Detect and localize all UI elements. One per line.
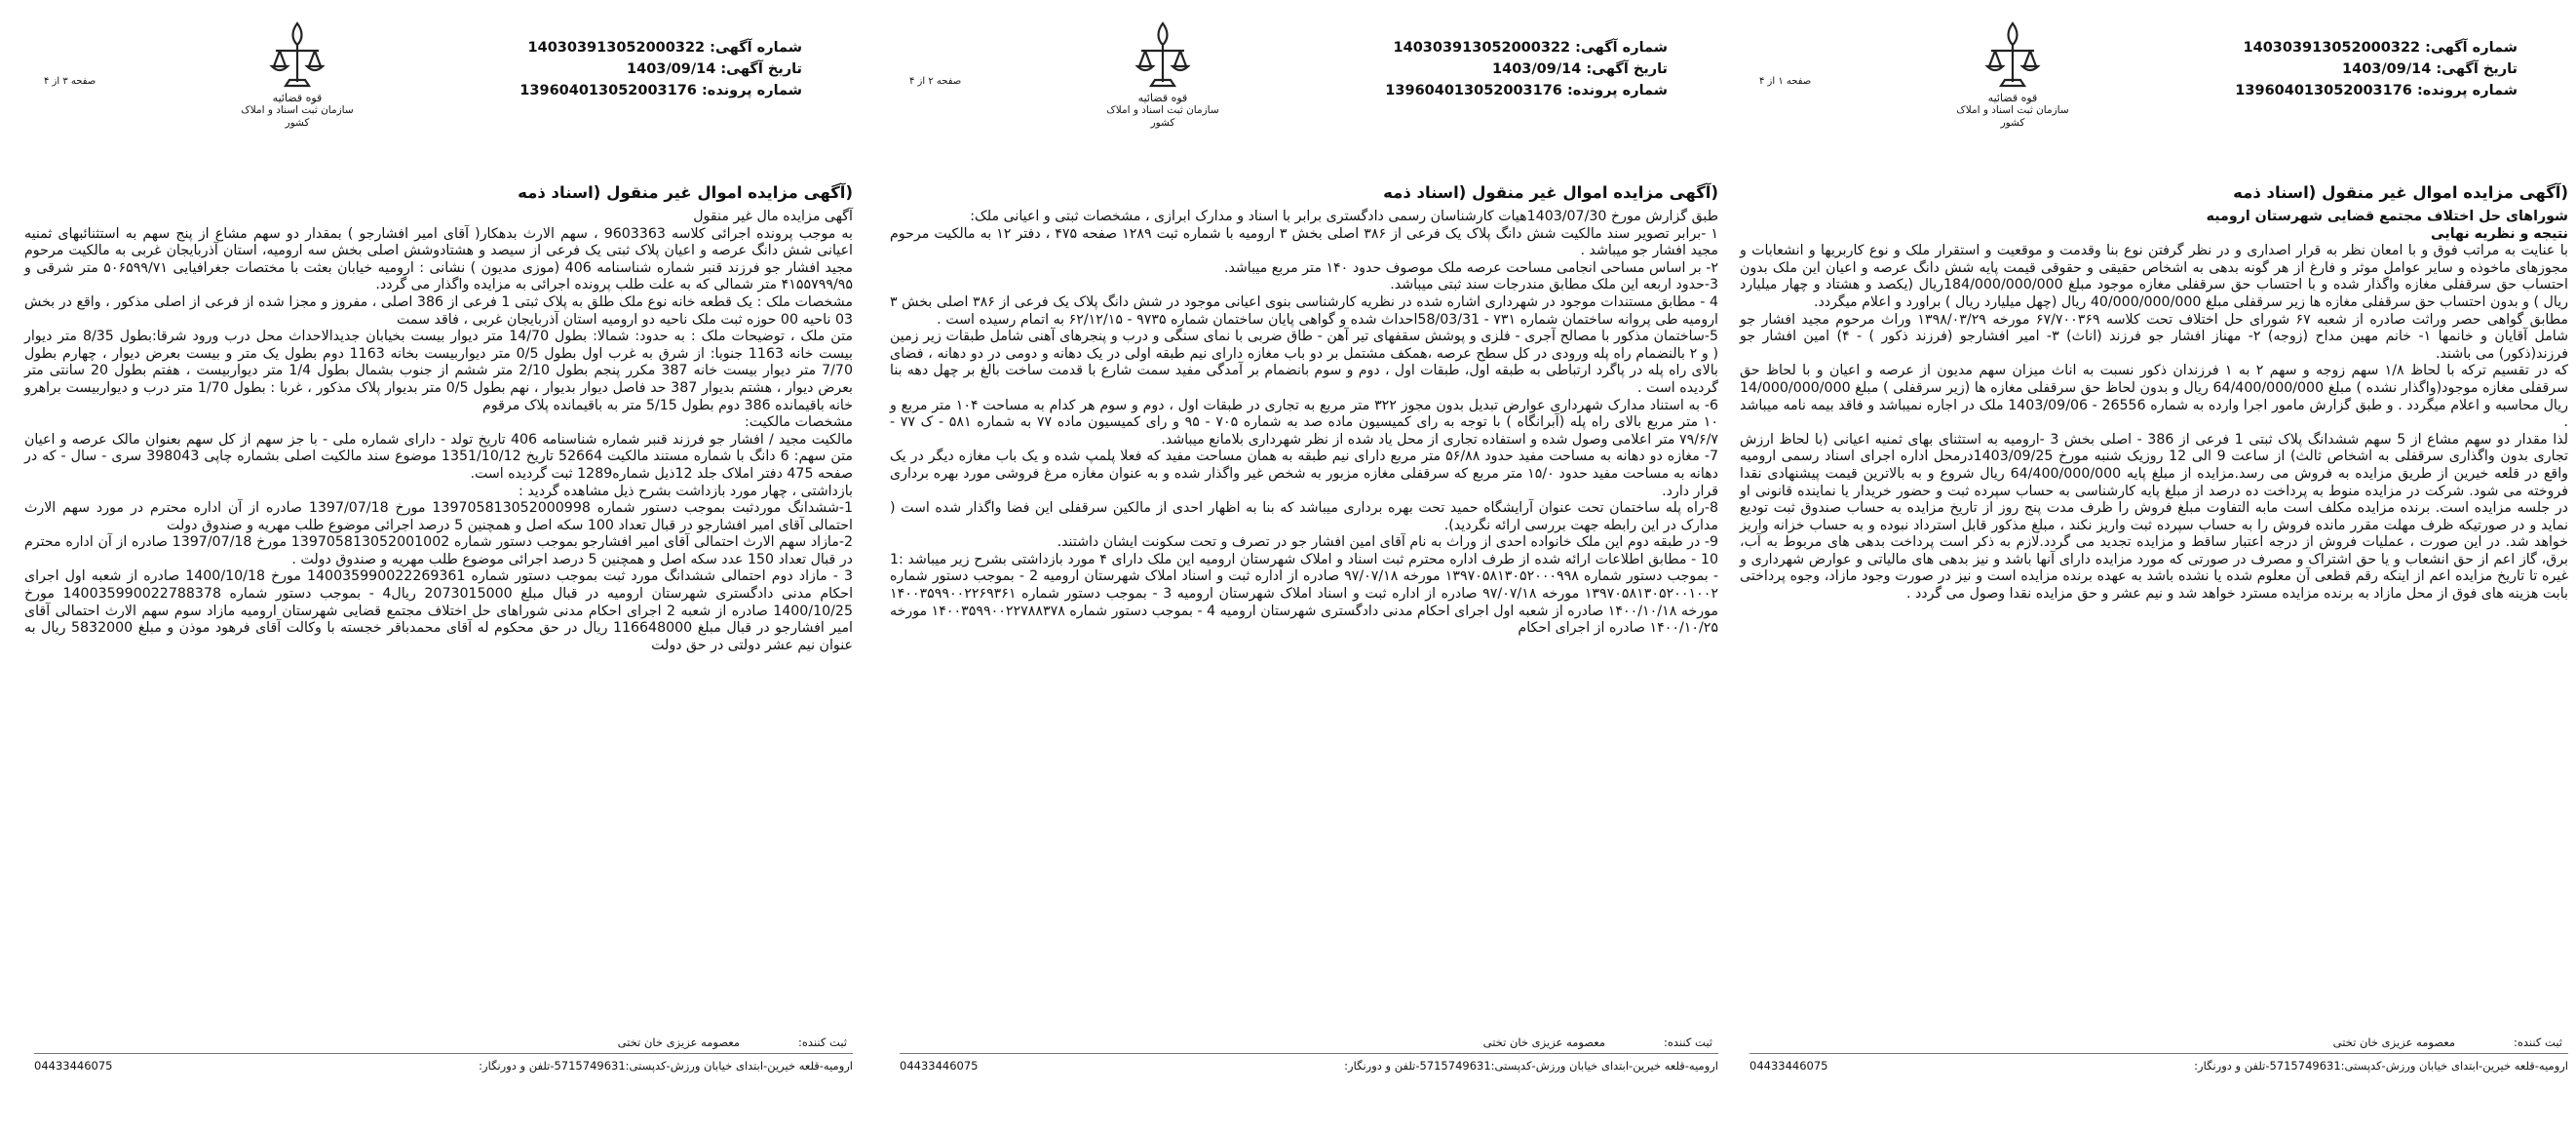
paragraph: که در تقسیم ترکه با لحاظ ۱/۸ سهم زوجه و سهم ۲ به ۱ فرزندان ذکور نسبت به اناث میزان سهم مدیون از عرصه و اعیان و با لحاظ حق سرقفلی مغازه موجود(واگذار نشده ) مبلغ 64/400/000/000 ریال و بدون لحاظ حق سرقفلی مغازه ها (زیر سرقفلی ) مبلغ 14/000/000/000 ریال محاسبه و اعلام میگردد . و طبق گزارش مامور اجرا وارده به شماره 26556 - 1403/09/06 ملک در اجاره نمیباشد و فاقد بیمه نامه میباشد . xyxy=(1740,363,2569,431)
paragraph: با عنایت به مراتب فوق و با امعان نظر به قرار اصداری و در نظر گرفتن نوع بنا وقدمت و موقعیت و استقرار ملک و نوع کاربریها و انشعابات و مجوزهای ماخوذه و سایر عوامل موثر و فارغ از هر گونه بدهی به اشخاص حقیقی و حقوقی قیمت پایه شش دانگ عرصه و اعیان این ملک بدون احتساب حق سرقفلی مغازه واگذار شده و با احتساب حق سرقفلی مغازه موجود مبلغ 184/000/000/000ریال (یکصد و هشتاد و چهار میلیارد ریال ) و بدون احتساب حق سرقفلی مغازه ها زیر سرقفلی مبلغ 40/000/000/000 ریال (چهل میلیارد ریال ) براورد و اعلام میگردد. xyxy=(1740,243,2568,310)
page-footer xyxy=(1749,1033,2568,1076)
ad-date: تاریخ آگهی: 1403/09/14 xyxy=(2342,61,2518,77)
page-meta xyxy=(510,37,802,101)
paragraph: 4 - مطابق مستندات موجود در شهرداری اشاره شده در نظریه کارشناسی بنوی اعیانی موجود در شش دانگ پلاک یک فرعی از ۳۸۶ اصلی بخش ۳ ارومیه طی پروانه ساختمان شماره ۷۳۱ - 58/03/31احداث شده و گواهی پایان ساختمان شماره ۹۷۳۵ - ۶۲/۱۲/۱۵ به اتمام رسیده است . xyxy=(890,293,1718,328)
registrar-label: ثبت کننده: xyxy=(2514,1035,2562,1049)
org-name-registry: سازمان ثبت اسناد و املاک کشور xyxy=(241,104,354,129)
paragraph: 7- مغازه دو دهانه به مساحت مفید حدود ۵۶/۸۸ متر مربع دارای نیم طبقه به همان مساحت مفید که فعلا پلمپ شده و یک باب مغازه دیگر در یک دهانه به مساحت مفید حدود ۱۵/۰ متر مربع که سرقفلی مغازه مزبور به شخص غیر واگذار شده و به عنوان مغازه مرغ فروشی مورد بهره برداری قرار دارد. xyxy=(890,449,1718,499)
paragraph: به موجب پرونده اجرائی کلاسه 9603363 ، سهم الارث بدهکار( آقای امیر افشارجو ) بمقدار دو سهم مشاع از پنج سهم به استثنائبهای ثمنیه اعیانی شش دانگ عرصه و اعیان پلاک ثبتی یک فرعی از سیصد و هشتادوشش اصلی بخش سه ارومیه، استان آذربایجان غربی به مالکیت مرحوم مجید افشار جو فرزند قنبر شماره شناسنامه 406 (موزی مدیون ) نشانی : ارومیه خیابان بعثت با مختصات جغرافیایی ۵۰۶۵۹۹/۷۱ متر شرقی و ۴۱۵۵۷۹۹/۹۵ متر شمالی که به علت طلب پرونده اجرائی به مزایده واگذار می گردد. xyxy=(24,225,853,293)
page-number: صفحه ۲ از ۴ xyxy=(909,76,962,87)
org-name-registry: سازمان ثبت اسناد و املاک کشور xyxy=(1106,104,1219,129)
paragraph: شوراهای حل اختلاف مجتمع قضایی شهرستان ارومیه xyxy=(2206,209,2568,224)
paragraph: مشخصات مالکیت: xyxy=(745,414,853,431)
page-body xyxy=(1740,209,2568,604)
judiciary-emblem xyxy=(239,18,356,135)
page-title: (آگهی مزایده اموال غیر منقول (اسناد ذمه xyxy=(1383,183,1718,202)
page-3 xyxy=(15,0,853,1132)
judiciary-emblem xyxy=(1954,18,2071,135)
registrar-name: معصومه عزیزی خان تختی xyxy=(1482,1035,1606,1049)
page-footer xyxy=(34,1033,853,1076)
page-title: (آگهی مزایده اموال غیر منقول (اسناد ذمه xyxy=(518,183,853,202)
paragraph: مالکیت مجید / افشار جو فرزند قنبر شماره شناسنامه 406 تاریخ تولد - دارای شماره ملی - با جز سهم از کل سهم بعنوان مالک عرصه و اعیان متن سهم: 6 دانگ با شماره مستند مالکیت 52664 تاریخ 1351/10/12 موضوع سند مالکیت اصلی بشماره چاپی 398043 سری - سال - که در صفحه 475 دفتر املاک جلد 12ذیل شماره1289 ثبت گردیده است. xyxy=(24,431,854,482)
paragraph: متن ملک ، توضیحات ملک : به حدود: شمالا: بطول 14/70 متر دیوار بیست بخیابان جدیدالاحداث محل درب ورود شرقا:بطول 8/35 متر دیوار بیست خانه 1163 جنوبا: از شرق به غرب اول بطول 0/5 متر دیواربیست بخانه 1163 دوم بطول یک متر و بیست بعرض دیوار ، چهارم بطول 7/70 متر دیوار بیست خانه 387 مکرر پنجم بطول 2/10 متر ششم از جنوب بشمال بطول 1/4 متر دیواربیست ، هفتم بطول 20 سانتی متر بعرض دیوار ، هشتم بدیوار 387 حد فاصل دیوار بدیوار ، نهم بطول 0/5 متر بدیوار پلاک مذکور ، غربا : بطول 1/70 متر درب و دیواربیست براهرو خانه باقیمانده 386 دوم بطول 5/15 متر به باقیمانده پلاک مرقوم xyxy=(24,329,854,413)
paragraph: ۱ -برابر تصویر سند مالکیت شش دانگ پلاک یک فرعی از ۳۸۶ اصلی بخش ۳ ارومیه با شماره ثبت ۱۲۸۹ صفحه ۴۷۵ ، دفتر ۱۲ به مالکیت مرحوم مجید افشار جو میباشد . xyxy=(890,225,1718,259)
office-address: ارومیه-قلعه خیرین-ابتدای خیابان ورزش-کدپستی:5715749631-تلفن و دورنگار: xyxy=(479,1059,853,1073)
paragraph: نتیجه و نظریه نهایی xyxy=(2431,225,2568,242)
office-phone: 04433446075 xyxy=(900,1059,979,1073)
office-phone: 04433446075 xyxy=(34,1059,113,1073)
page-number: صفحه ۳ از ۴ xyxy=(44,76,96,87)
paragraph: آگهی مزایده مال غیر منقول xyxy=(693,209,853,224)
org-name-judiciary: قوه قضائیه xyxy=(1137,92,1188,104)
ad-date: تاریخ آگهی: 1403/09/14 xyxy=(1492,61,1668,77)
page-title: (آگهی مزایده اموال غیر منقول (اسناد ذمه xyxy=(2233,183,2568,202)
file-number: شماره پرونده: 139604013052003176 xyxy=(2235,83,2518,98)
paragraph: 5-ساختمان مذکور با مصالح آجری - فلزی و پوشش سقفهای تیر آهن - طاق ضربی با نمای سنگی و درب و پنجرهای آهنی شامل طبقات زیر زمین ( و ۲ بالنضمام راه پله ورودی در کل سطح عرصه ،همکف مشتمل بر دو باب مغازه دارای نیم طبقه اولی در یک دهانه و دومی در دو دهانه ، فضای بالای راه پله در پاگرد ارتباطی به طبقه اول، طبقات اول ، دوم و سوم بانضمام بر آمدگی مفید سمت شارع با قدمت ساخت بالغ بر چهل دهه بنا گردیده است . xyxy=(890,329,1718,396)
registrar-label: ثبت کننده: xyxy=(798,1035,847,1049)
file-number: شماره پرونده: 139604013052003176 xyxy=(1385,83,1668,98)
registrar-label: ثبت کننده: xyxy=(1664,1035,1712,1049)
scales-of-justice-icon xyxy=(1983,18,2042,92)
office-address: ارومیه-قلعه خیرین-ابتدای خیابان ورزش-کدپستی:5715749631-تلفن و دورنگار: xyxy=(2194,1059,2568,1073)
paragraph: 8-راه پله ساختمان تحت عنوان آرایشگاه حمید تحت بهره برداری میباشد که بنا به اظهار احدی از مالکین سرقفلی این فضا واگذار شده است ( مدارک در این رابطه جهت بررسی ارائه نگردید). xyxy=(890,500,1718,533)
page-body xyxy=(890,209,1718,638)
registrar-name: معصومه عزیزی خان تختی xyxy=(2332,1035,2456,1049)
judiciary-emblem xyxy=(1104,18,1221,135)
paragraph: بازداشتی ، چهار مورد بازداشت بشرح ذیل مشاهده گردید : xyxy=(519,483,853,499)
page-body xyxy=(24,209,853,654)
paragraph: 9- در طبقه دوم این ملک خانواده احدی از وراث به نام آقای امین افشار جو در تصرف و تحت سکونت ایشان داشتند. xyxy=(1057,534,1718,551)
paragraph: لذا مقدار دو سهم مشاع از 5 سهم ششدانگ پلاک ثبتی 1 فرعی از 386 - اصلی بخش 3 -ارومیه به استثنای بهای ثمنیه اعیانی (با لحاظ ارزش تجاری بدون واگذاری سرقفلی به اشخاص ثالث) از ساعت 9 الی 12 روزیک شنبه مورخ 1403/09/25درمحل اداره اجرای اسناد رسمی ارومیه واقع در قلعه خیرین از طریق مزایده به فروش می رسد.مزایده از مبلغ پایه 64/400/000/000 ریال شروع و به بالاترین قیمت پیشنهادی نقدا فروخته می شود. شرکت در مزایده منوط به پرداخت ده درصد از مبلغ پایه کارشناسی به حساب سپرده ثبت و حضور خریدار یا نماینده قانونی او در جلسه مزایده است. برنده مزایده مکلف است مابه التفاوت مبلغ فروش را ظرف مدت پنج روز از تاریخ مزایده به حساب صندوق ثبت تودیع نماید و در صورتیکه ظرف مهلت مقرر مانده فروش را به حساب سپرده ثبت واریز نکند ، مبلغ مذکور قابل استرداد نبوده و به حساب خزانه واریز خواهد شد. در این صورت ، عملیات فروش از درجه اعتبار ساقط و مزایده تجدید می گردد.لازم به ذکر است پرداخت بدهی های مربوط به آب، برق، گاز اعم از حق انشعاب و یا حق اشتراک و مصرف در صورتی که مورد مزایده دارای آنها باشد و نیز بدهی های مالیاتی و عوارض شهرداری و غیره تا تاریخ مزایده اعم از اینکه رقم قطعی آن معلوم شده یا نشده باشد به عهده برنده مزایده است و نیز در صورت وجود مازاد، وجوه پرداختی بابت هزینه های فوق از محل مازاد به برنده مزایده مسترد خواهد شد و نیم عشر و حق مزایده نقدا وصول می گردد . xyxy=(1740,431,2569,603)
paragraph: مطابق گواهی حصر وراثت صادره از شعبه ۶۷ شورای حل اختلاف تحت کلاسه ۶۷/۷۰۰۳۶۹ مورخه ۱۳۹۸/۰۳/۲۹ وراث مرحوم مجید افشار جو شامل آقایان و خانمها ۱- خانم مهین مداح (زوجه) ۲- مهناز افشار جو فرزند (اناث) ۳- امیر افشارجو (فرزند ذکور ) - ۴) امین افشار جو فرزند(ذکور) می باشند. xyxy=(1740,311,2569,362)
registrar-name: معصومه عزیزی خان تختی xyxy=(617,1035,741,1049)
office-phone: 04433446075 xyxy=(1749,1059,1828,1073)
paragraph: 10 - مطابق اطلاعات ارائه شده از طرف اداره محترم ثبت اسناد و املاک شهرستان ارومیه این ملک دارای ۴ مورد بازداشتی بشرح زیر میباشد :1 - بموجب دستور شماره ۱۳۹۷۰۵۸۱۳۰۵۲۰۰۰۹۹۸ مورخه ۹۷/۰۷/۱۸ صادره از اداره ثبت و اسناد املاک شهرستان ارومیه 2 - بموجب دستور شماره ۱۳۹۷۰۵۸۱۳۰۵۲۰۰۱۰۰۲ مورخه ۹۷/۰۷/۱۸ صادره از اداره ثبت و اسناد املاک شهرستان ارومیه 3 - بموجب دستور شماره ۱۴۰۰۳۵۹۹۰۰۲۲۶۹۳۶۱ مورخه ۱۴۰۰/۱۰/۱۸ صادره از شعبه اول اجرای احکام مدنی دادگستری شهرستان ارومیه 4 - بموجب دستور شماره ۱۴۰۰۳۵۹۹۰۰۲۲۷۸۸۳۷۸ مورخه ۱۴۰۰/۱۰/۲۵ صادره از اجرای احکام xyxy=(890,551,1718,637)
paragraph: 3-حدود اربعه این ملک مطابق مندرجات سند ثبتی میباشد. xyxy=(1390,277,1718,293)
ad-number: شماره آگهی: 140303913052000322 xyxy=(1393,40,1668,56)
page-meta xyxy=(2225,37,2518,101)
ad-number: شماره آگهی: 140303913052000322 xyxy=(2243,40,2518,56)
org-name-registry: سازمان ثبت اسناد و املاک کشور xyxy=(1956,104,2069,129)
paragraph: 3 - مازاد دوم احتمالی ششدانگ مورد ثبت بموجب دستور شماره 140035990022269361 مورخ 1400/10/18 صادره از شعبه اول اجرای احکام مدنی دادگستری شهرستان ارومیه در قبال مبلغ 2073015000 ریال4 - بموجب دستور شماره 140035990022788378 مورخ 1400/10/25 صادره از شعبه 2 اجرای احکام مدنی شوراهای حل اختلاف مجتمع قضایی شهرستان ارومیه مازاد سوم سهم الارث احتمالی آقای امیر افشارجو در قبال مبلغ 116648000 ریال در حق محکوم له آقای محمدباقر خجسته با وکالت آقای فرهود موذن و مبلغ 5832000 ریال به عنوان نیم عشر دولتی در حق دولت xyxy=(24,568,854,653)
page-footer xyxy=(900,1033,1718,1076)
org-name-judiciary: قوه قضائیه xyxy=(1987,92,2038,104)
page-1 xyxy=(1730,0,2568,1132)
office-address: ارومیه-قلعه خیرین-ابتدای خیابان ورزش-کدپستی:5715749631-تلفن و دورنگار: xyxy=(1344,1059,1718,1073)
page-2 xyxy=(880,0,1718,1132)
page-number: صفحه ۱ از ۴ xyxy=(1759,76,1812,87)
paragraph: طبق گزارش مورخ 1403/07/30هیات کارشناسان رسمی دادگستری برابر با اسناد و مدارک ابرازی ، مشخصات ثبتی و اعیانی ملک: xyxy=(970,209,1718,224)
paragraph: 6- به استناد مدارک شهرداری عوارض تبدیل بدون مجوز ۳۲۲ متر مربع به تجاری در طبقات اول ، دوم و سوم هر کدام به مساحت ۱۰۴ متر مربع و ۱۰ متر مربع بالای راه پله (آبرانگاه ) با توجه به رای کمیسیون ماده صد به شماره ۷۰۵ - ۹۵ و رای کمیسیون ماده ۷۷ به شماره ۵۸۱ - ک ۷۷ - ۷۹/۶/۷ متر اعلامی وصول شده و استفاده تجاری از محل یاد شده از نظر شهرداری بلامانع میباشد. xyxy=(890,397,1719,448)
ad-date: تاریخ آگهی: 1403/09/14 xyxy=(627,61,802,77)
scales-of-justice-icon xyxy=(1134,18,1192,92)
paragraph: ۲- بر اساس مساحی انجامی مساحت عرصه ملک موصوف حدود ۱۴۰ متر مربع میباشد. xyxy=(1223,259,1718,276)
paragraph: 2-مازاد سهم الارث احتمالی آقای امیر افشارجو بموجب دستور شماره 139705813052001002 مورخ 1397/07/18 صادره از آن اداره محترم در قبال تعداد 150 عدد سکه اصل و همچنین 5 درصد اجرائی موضوع طلب مهریه و صندوق دولت . xyxy=(24,534,854,567)
scales-of-justice-icon xyxy=(268,18,327,92)
ad-number: شماره آگهی: 140303913052000322 xyxy=(527,40,802,56)
page-meta xyxy=(1375,37,1668,101)
paragraph: 1-ششدانگ موردثبت بموجب دستور شماره 139705813052000998 مورخ 1397/07/18 صادره از آن اداره محترم در مورد سهم الارث احتمالی آقای امیر افشارجو در قبال تعداد 100 سکه اصل و همچنین 5 درصد اجرائی موضوع طلب مهریه و صندوق دولت xyxy=(24,500,853,533)
paragraph: مشخصات ملک : یک قطعه خانه نوع ملک طلق به پلاک ثبتی 1 فرعی از 386 اصلی ، مفروز و مجزا شده از فرعی از اصلی مذکور ، واقع در بخش 03 ناحیه 00 حوزه ثبت ملک ناحیه دو ارومیه استان آذربایجان غربی ، فاقد سمت xyxy=(24,293,853,328)
org-name-judiciary: قوه قضائیه xyxy=(272,92,323,104)
file-number: شماره پرونده: 139604013052003176 xyxy=(519,83,802,98)
